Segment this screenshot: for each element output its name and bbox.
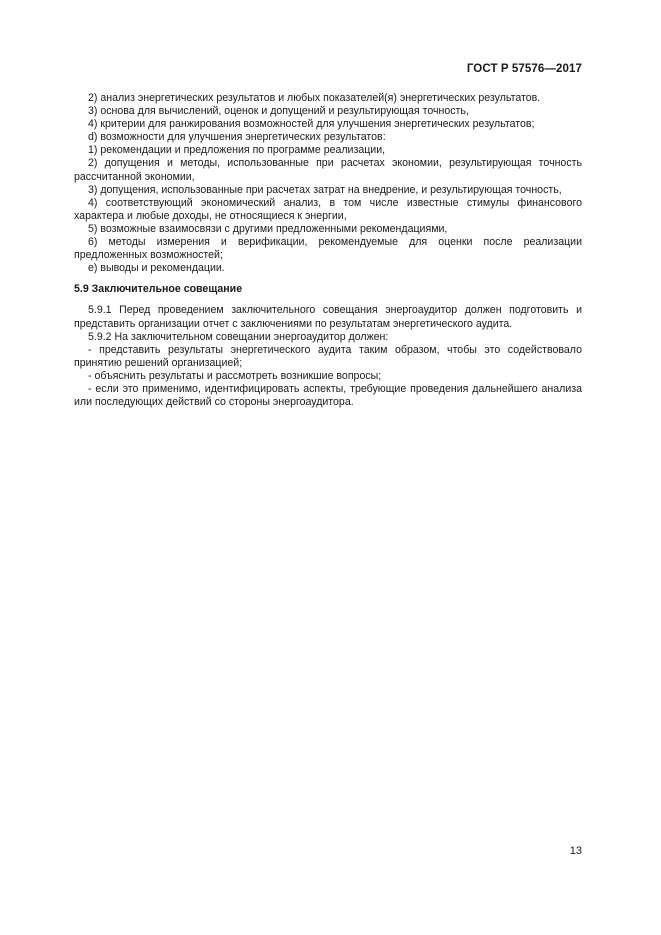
bullet-item-3: - если это применимо, идентифицировать аспекты, требующие проведения дальнейшего анализа или последующих действий со стороны энергоаудитора.: [74, 382, 582, 409]
section-title: 5.9 Заключительное совещание: [74, 283, 243, 296]
paragraph-5-9-2: 5.9.2 На заключительном совещании энергоаудитор должен:: [88, 330, 389, 343]
bullet-item-1: - представить результаты энергетического аудита таким образом, чтобы это содействовало принятию решений организацией;: [74, 343, 582, 369]
bullet-item-2: - объяснить результаты и рассмотреть возникшие вопросы;: [88, 369, 382, 382]
list-item-c3: 3) основа для вычислений, оценок и допущений и результирующая точность,: [88, 105, 469, 118]
list-item-d2: 2) допущения и методы, использованные при расчетах экономии, результирующая точность рассчитанной экономии,: [74, 157, 582, 183]
document-body: [74, 92, 582, 409]
list-item-c4: 4) критерии для ранжирования возможностей для улучшения энергетических результатов;: [88, 118, 535, 131]
page-number: 13: [569, 845, 582, 857]
list-item-d3: 3) допущения, использованные при расчетах затрат на внедрение, и результирующая точность,: [88, 183, 562, 196]
list-item-d1: 1) рекомендации и предложения по программе реализации,: [88, 144, 386, 157]
list-item-d4: 4) соответствующий экономический анализ, в том числе известные стимулы финансового характера и любые доходы, не относящиеся к энергии,: [74, 196, 582, 222]
list-item-e: е) выводы и рекомендации.: [88, 262, 225, 275]
list-item-c2: 2) анализ энергетических результатов и любых показателей(я) энергетических результатов.: [88, 92, 541, 104]
list-item-d5: 5) возможные взаимосвязи с другими предложенными рекомендациями,: [88, 222, 448, 235]
paragraph-5-9-1: 5.9.1 Перед проведением заключительного совещания энергоаудитор должен подготовить и представить организации отчет с заключениями по результатам энергетического аудита.: [74, 304, 582, 330]
list-item-d: d) возможности для улучшения энергетических результатов:: [88, 131, 386, 144]
document-header-id: ГОСТ Р 57576—2017: [466, 63, 582, 75]
list-item-d6: 6) методы измерения и верификации, рекомендуемые для оценки после реализации предложенных возможностей;: [74, 236, 582, 262]
